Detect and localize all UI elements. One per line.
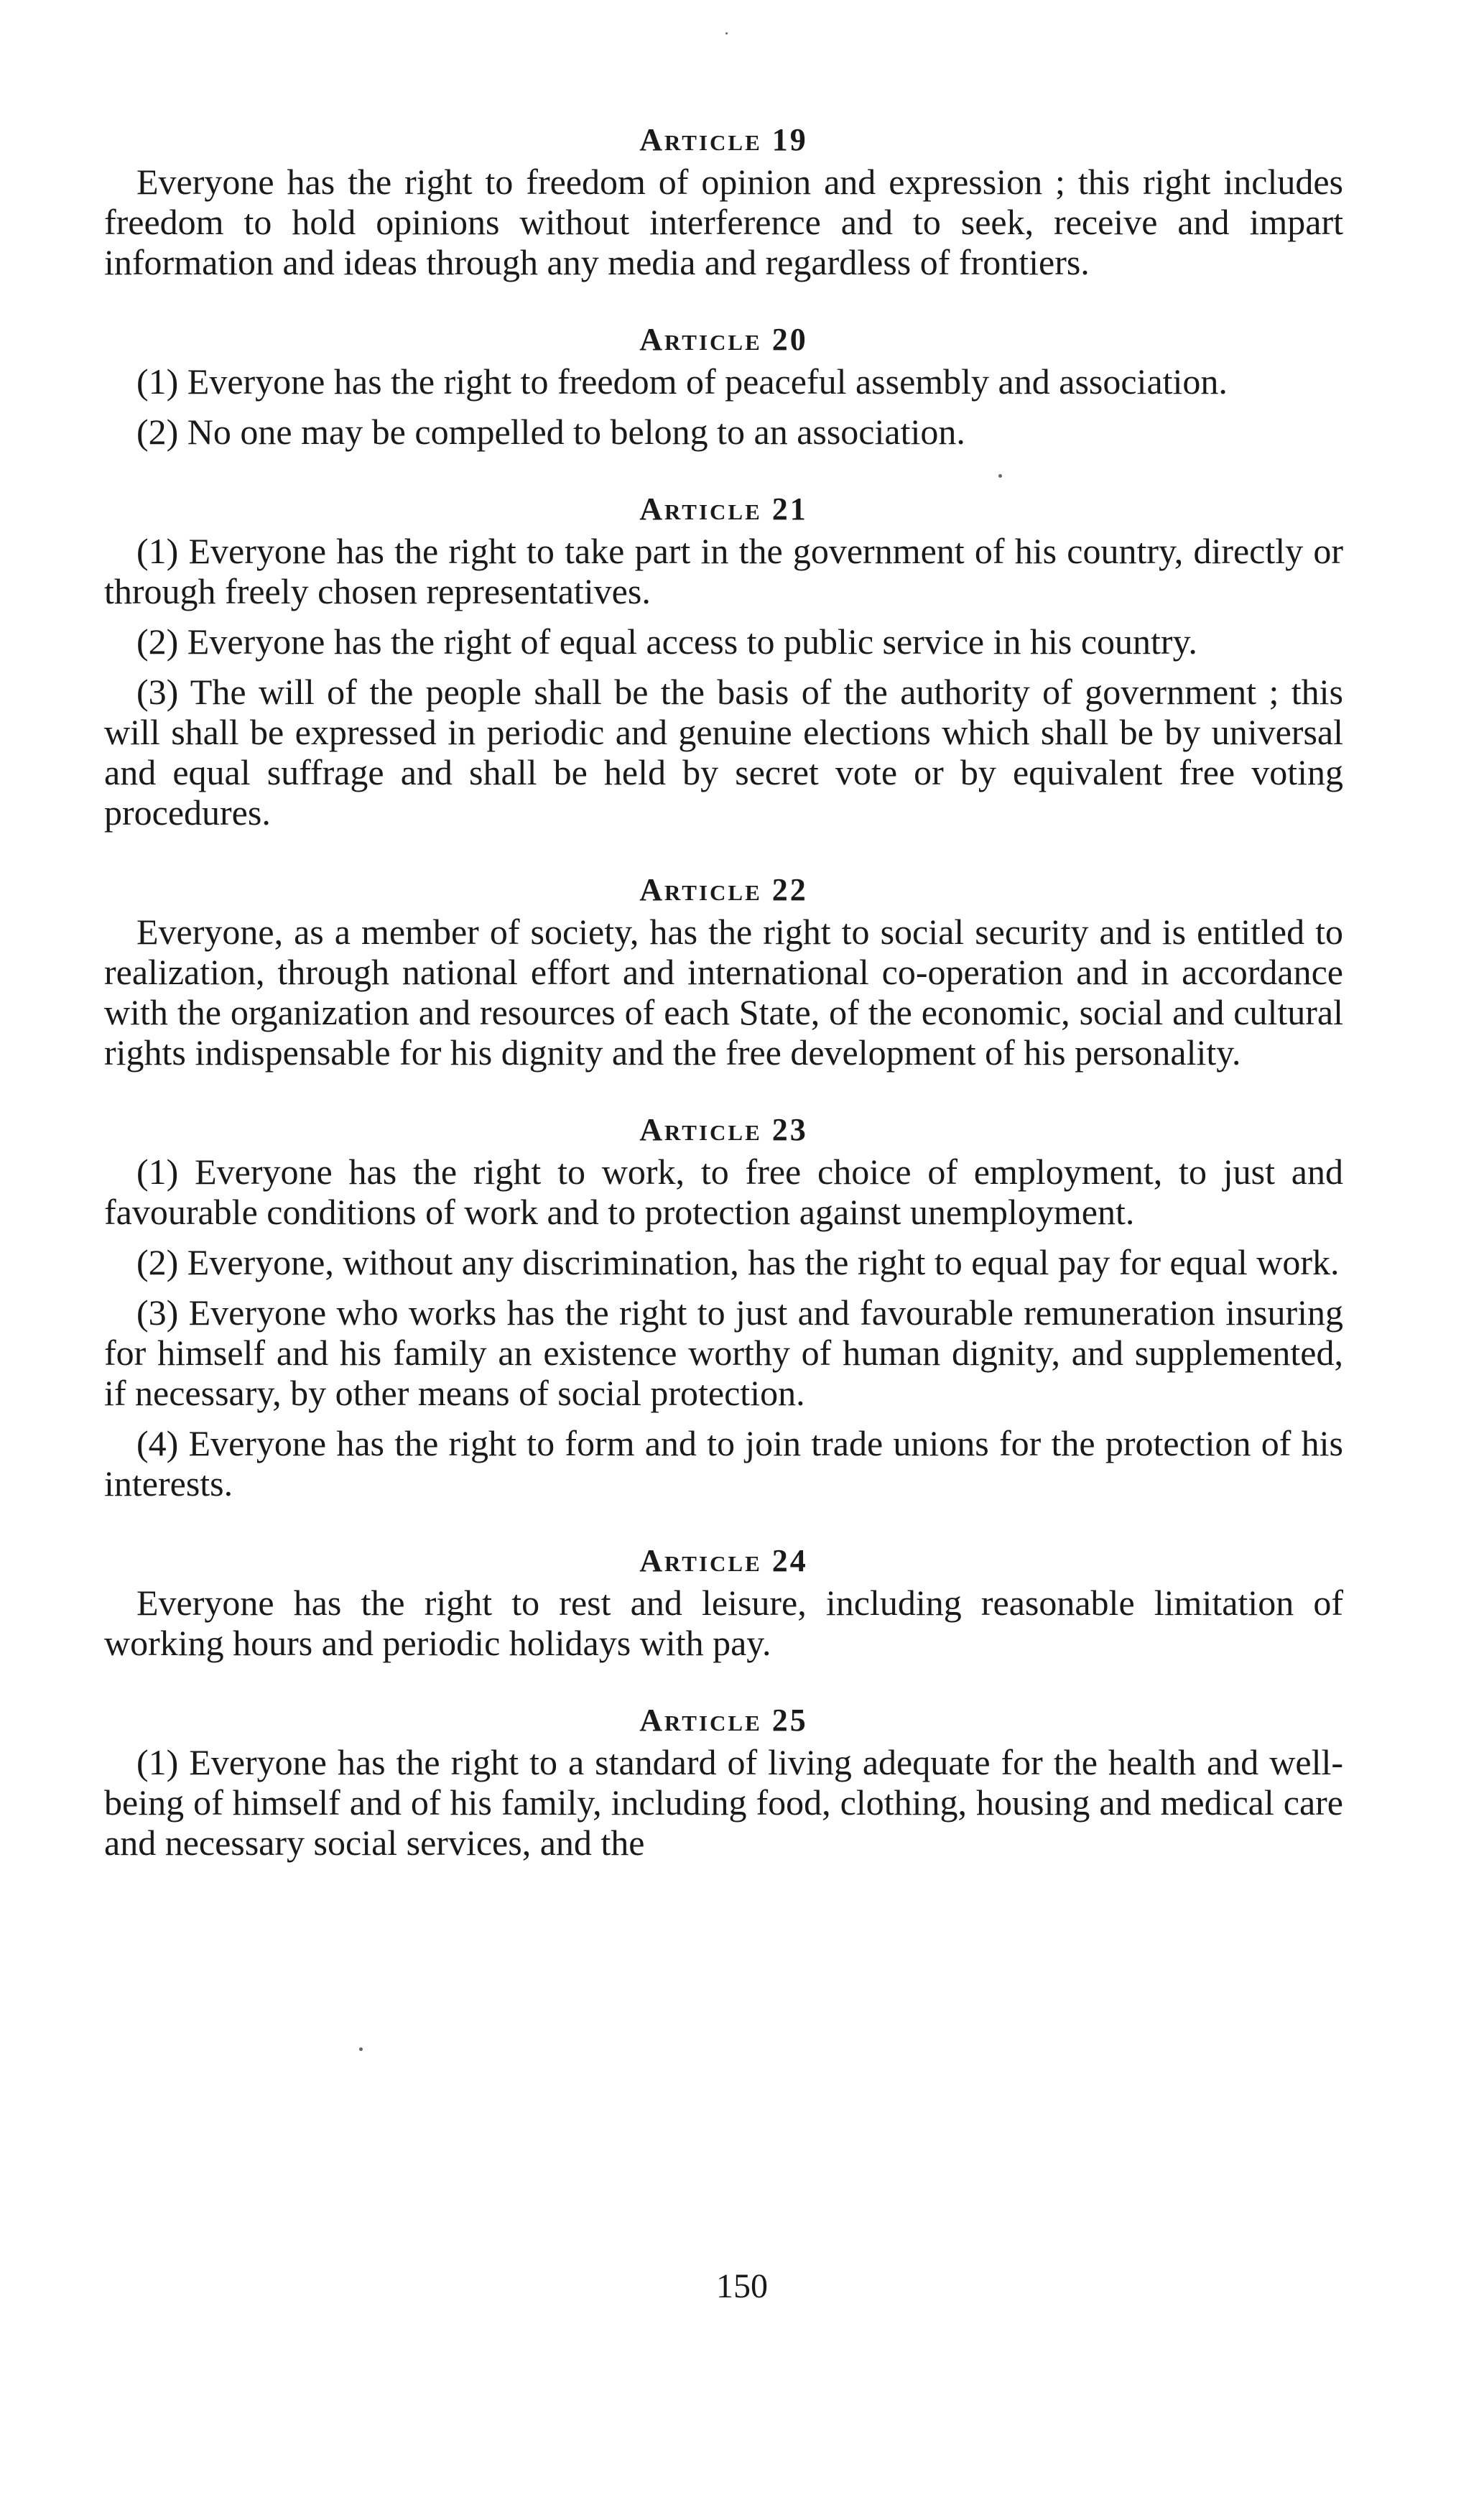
article-paragraph: (3) The will of the people shall be the basis of the authority of government ; this will shall be expressed in periodic and genuine elections which shall be by universal and equal suffrage and shall be held by secret vote or by equivalent free voting procedures. (104, 672, 1343, 833)
article-24 (104, 1539, 1343, 1663)
article-paragraph: Everyone has the right to freedom of opinion and expression ; this right includes freedom to hold opinions without interference and to seek, receive and impart information and ideas through any media and regardless of frontiers. (104, 162, 1343, 282)
article-heading: Article 23 (639, 1112, 808, 1147)
article-23 (104, 1108, 1343, 1504)
article-paragraph: (2) Everyone, without any discrimination, has the right to equal pay for equal work. (136, 1242, 1340, 1282)
scan-speck (359, 2047, 363, 2051)
article-25 (104, 1699, 1343, 1863)
article-paragraph: (1) Everyone has the right to take part in the government of his country, directly or through freely chosen representatives. (104, 531, 1343, 611)
article-paragraph: (4) Everyone has the right to form and to join trade unions for the protection of his interests. (104, 1423, 1343, 1504)
page-number: 150 (716, 2267, 768, 2305)
article-heading: Article 20 (639, 322, 808, 357)
article-heading: Article 19 (639, 122, 808, 157)
article-19 (104, 119, 1343, 282)
article-paragraph: (1) Everyone has the right to freedom of peaceful assembly and association. (136, 361, 1228, 402)
article-heading: Article 22 (639, 872, 808, 907)
article-22 (104, 869, 1343, 1073)
article-paragraph: Everyone has the right to rest and leisure, including reasonable limitation of working hours and periodic holidays with pay. (104, 1583, 1343, 1663)
article-paragraph: Everyone, as a member of society, has the right to social security and is entitled to realization, through national effort and international co-operation and in accordance with the organization and resources of each State, of the economic, social and cultural rights indispensable for his dignity and the free development of his personality. (104, 912, 1343, 1073)
article-20 (104, 318, 1343, 452)
article-heading: Article 24 (639, 1543, 808, 1578)
article-heading: Article 25 (639, 1703, 808, 1738)
scan-speck (725, 32, 728, 34)
document-page (104, 119, 1343, 1899)
article-paragraph: (1) Everyone has the right to a standard of living adequate for the health and well-being of himself and of his family, including food, clothing, housing and medical care and necessary social services, and the (104, 1742, 1343, 1863)
article-paragraph: (1) Everyone has the right to work, to free choice of employment, to just and favourable conditions of work and to protection against unemployment. (104, 1152, 1343, 1232)
article-21 (104, 488, 1343, 833)
article-paragraph: (3) Everyone who works has the right to just and favourable remuneration insuring for himself and his family an existence worthy of human dignity, and supplemented, if necessary, by other means of social protection. (104, 1292, 1343, 1413)
article-paragraph: (2) No one may be compelled to belong to an association. (136, 412, 965, 452)
article-heading: Article 21 (639, 491, 808, 527)
article-paragraph: (2) Everyone has the right of equal access to public service in his country. (136, 621, 1197, 662)
